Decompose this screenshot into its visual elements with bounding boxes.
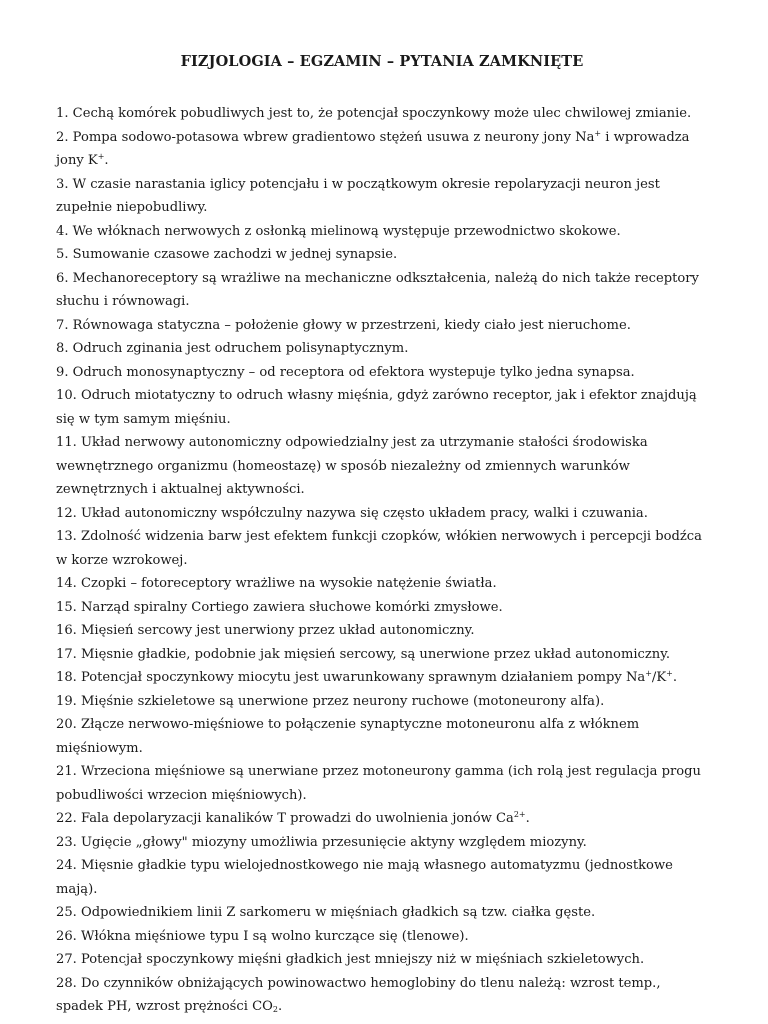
item-number: 6. [56, 270, 69, 286]
item-text: Mięsnie gładkie typu wielojednostkowego nie mają własnego automatyzmu (jednostkowe mają). [56, 858, 673, 897]
list-item [56, 619, 708, 643]
item-text: Układ nerwowy autonomiczny odpowiedzialny jest za utrzymanie stałości środowiska wewnętrznego organizmu (homeostazę) w sposób niezależny od zmiennych warunków zewnętrznych i aktualnej aktywności. [56, 435, 648, 497]
list-item [56, 643, 708, 667]
item-number: 27. [56, 952, 77, 967]
superscript: + [97, 152, 105, 161]
item-number: 28. [56, 975, 77, 991]
superscript: + [594, 128, 602, 138]
item-text: Mięsień sercowy jest unerwiony przez układ autonomiczny. [81, 623, 475, 638]
item-text: Złącze nerwowo-mięśniowe to połączenie synaptyczne motoneuronu alfa z włóknem mięśniowym. [56, 717, 640, 756]
superscript: + [666, 669, 673, 678]
item-text: Odruch monosynaptyczny – od receptora od efektora wystepuje tylko jedna synapsa. [72, 364, 635, 380]
question-list [56, 102, 708, 1019]
item-number: 14. [56, 576, 77, 591]
list-item [56, 948, 708, 972]
item-text: . [525, 811, 530, 826]
item-text: Mięsnie gładkie, podobnie jak mięsień sercowy, są unerwione przez układ autonomiczny. [81, 646, 671, 662]
item-text: i wprowadza jony K [56, 129, 690, 168]
list-item [56, 666, 708, 690]
list-item [56, 901, 708, 925]
list-item [56, 502, 708, 526]
item-number: 2. [56, 129, 69, 145]
item-text: Układ autonomiczny współczulny nazywa się często układem pracy, walki i czuwania. [81, 505, 648, 521]
item-number: 24. [56, 858, 77, 873]
list-item [56, 267, 708, 314]
item-text: Cechą komórek pobudliwych jest to, że potencjał spoczynkowy może ulec chwilowej zmianie. [72, 106, 692, 121]
item-number: 10. [56, 388, 77, 403]
item-number: 19. [56, 693, 77, 709]
item-text: Zdolność widzenia barw jest efektem funkcji czopków, włókien nerwowych i percepcji bodźca w korze wzrokowej. [56, 529, 702, 568]
list-item [56, 337, 708, 361]
item-number: 26. [56, 928, 77, 944]
subscript: 2 [272, 1005, 278, 1014]
list-item [56, 243, 708, 267]
list-item [56, 925, 708, 949]
list-item [56, 126, 708, 173]
item-number: 20. [56, 717, 77, 732]
item-number: 7. [56, 317, 69, 333]
item-number: 16. [56, 623, 77, 638]
item-text: Sumowanie czasowe zachodzi w jednej synapsie. [72, 247, 398, 262]
item-text: Wrzeciona mięśniowe są unerwiane przez motoneurony gamma (ich rolą jest regulacja progu pobudliwości wrzecion mięśniowych). [56, 764, 701, 803]
item-number: 11. [56, 435, 77, 450]
list-item [56, 384, 708, 431]
list-item [56, 596, 708, 620]
item-number: 1. [56, 106, 69, 121]
item-text: Włókna mięśniowe typu I są wolno kurczące się (tlenowe). [81, 928, 469, 944]
item-text: Odruch miotatyczny to odruch własny mięśnia, gdyż zarówno receptor, jak i efektor znajdują się w tym samym mięśniu. [56, 388, 697, 427]
item-number: 22. [56, 811, 77, 826]
item-text: Odpowiednikiem linii Z sarkomeru w mięśniach gładkich są tzw. ciałka gęste. [81, 905, 596, 920]
item-text: We włóknach nerwowych z osłonką mielinową występuje przewodnictwo skokowe. [72, 223, 621, 239]
list-item [56, 831, 708, 855]
item-text: Czopki – fotoreceptory wrażliwe na wysokie natężenie światła. [81, 576, 497, 591]
item-number: 8. [56, 341, 69, 356]
item-text: /K [651, 670, 667, 685]
item-text: Potencjał spoczynkowy mięśni gładkich jest mniejszy niż w mięśniach szkieletowych. [81, 952, 645, 967]
list-item [56, 361, 708, 385]
list-item [56, 854, 708, 901]
item-number: 18. [56, 670, 77, 685]
item-text: . [104, 153, 109, 168]
item-number: 5. [56, 247, 69, 262]
list-item [56, 102, 708, 126]
list-item [56, 690, 708, 714]
item-number: 3. [56, 176, 69, 192]
item-text: Ugięcie „głowy" miozyny umożliwia przesunięcie aktyny względem miozyny. [81, 834, 587, 850]
list-item [56, 431, 708, 502]
list-item [56, 760, 708, 807]
list-item [56, 525, 708, 572]
item-text: . [277, 999, 283, 1014]
item-text: Mechanoreceptory są wrażliwe na mechaniczne odkształcenia, należą do nich także receptory słuchu i równowagi. [56, 270, 699, 309]
list-item [56, 173, 708, 220]
item-number: 13. [56, 529, 77, 544]
item-number: 9. [56, 364, 69, 380]
item-text: Równowaga statyczna – położenie głowy w przestrzeni, kiedy ciało jest nieruchome. [72, 317, 631, 333]
list-item [56, 314, 708, 338]
superscript: 2+ [513, 810, 526, 819]
item-text: Mięśnie szkieletowe są unerwione przez neurony ruchowe (motoneurony alfa). [81, 693, 605, 709]
item-number: 4. [56, 223, 69, 239]
item-number: 21. [56, 764, 77, 779]
item-number: 12. [56, 505, 77, 521]
list-item [56, 220, 708, 244]
page-title: FIZJOLOGIA – EGZAMIN – PYTANIA ZAMKNIĘTE [180, 53, 584, 70]
item-text: Pompa sodowo-potasowa wbrew gradientowo stężeń usuwa z neurony jony Na [72, 129, 595, 145]
list-item [56, 972, 708, 1019]
item-number: 25. [56, 905, 77, 920]
superscript: + [645, 669, 652, 678]
list-item [56, 572, 708, 596]
list-item [56, 807, 708, 831]
item-text: Do czynników obniżających powinowactwo hemoglobiny do tlenu należą: wzrost temp., spadek PH, wzrost prężności CO [56, 975, 661, 1014]
list-item [56, 713, 708, 760]
item-text: W czasie narastania iglicy potencjału i w początkowym okresie repolaryzacji neuron jest zupełnie niepobudliwy. [56, 176, 660, 215]
item-text: Fala depolaryzacji kanalików T prowadzi do uwolnienia jonów Ca [81, 811, 514, 826]
item-number: 23. [56, 834, 77, 850]
item-text: Narząd spiralny Cortiego zawiera słuchowe komórki zmysłowe. [81, 599, 503, 615]
item-number: 15. [56, 599, 77, 615]
item-text: Odruch zginania jest odruchem polisynaptycznym. [72, 341, 409, 356]
item-text: Potencjał spoczynkowy miocytu jest uwarunkowany sprawnym działaniem pompy Na [81, 670, 646, 685]
item-text: . [672, 670, 677, 685]
item-number: 17. [56, 646, 77, 662]
